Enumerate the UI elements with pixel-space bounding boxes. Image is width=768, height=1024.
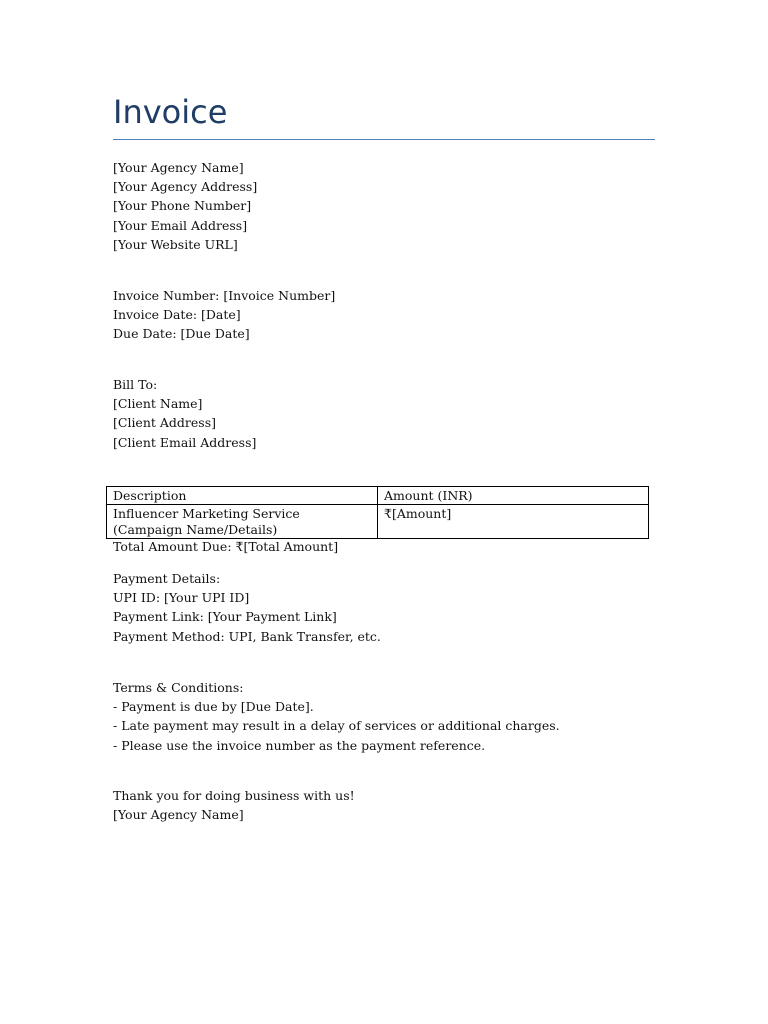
agency-address: [Your Agency Address]	[113, 179, 258, 195]
terms-item: - Please use the invoice number as the payment reference.	[113, 737, 486, 753]
bill-to-block	[113, 375, 256, 452]
table-cell-amount: ₹[Amount]	[378, 505, 649, 539]
due-date: Due Date: [Due Date]	[113, 326, 250, 342]
payment-link: Payment Link: [Your Payment Link]	[113, 609, 337, 625]
invoice-date: Invoice Date: [Date]	[113, 307, 241, 323]
agency-block	[113, 158, 257, 254]
table-row	[107, 505, 649, 539]
terms-block	[113, 678, 560, 755]
terms-item: - Payment is due by [Due Date].	[113, 699, 314, 715]
terms-item: - Late payment may result in a delay of services or additional charges.	[113, 718, 560, 734]
closing-thanks: Thank you for doing business with us!	[113, 788, 355, 803]
agency-phone: [Your Phone Number]	[113, 198, 252, 214]
payment-upi: UPI ID: [Your UPI ID]	[113, 590, 250, 606]
table-header-description: Description	[107, 487, 378, 505]
invoice-table	[106, 486, 649, 539]
terms-heading: Terms & Conditions:	[113, 680, 244, 695]
client-name: [Client Name]	[113, 396, 203, 412]
table-header-amount: Amount (INR)	[378, 487, 649, 505]
payment-heading: Payment Details:	[113, 571, 221, 586]
payment-method: Payment Method: UPI, Bank Transfer, etc.	[113, 628, 381, 644]
table-cell-description: Influencer Marketing Service (Campaign Name/Details)	[107, 505, 378, 539]
closing-signature: [Your Agency Name]	[113, 807, 244, 823]
invoice-info-block	[113, 286, 335, 344]
client-email: [Client Email Address]	[113, 434, 257, 450]
bill-to-heading: Bill To:	[113, 377, 158, 392]
total-amount-due: Total Amount Due: ₹[Total Amount]	[113, 539, 339, 554]
agency-name: [Your Agency Name]	[113, 160, 244, 175]
title-divider	[113, 139, 655, 140]
client-address: [Client Address]	[113, 415, 216, 431]
invoice-number: Invoice Number: [Invoice Number]	[113, 288, 336, 303]
agency-email: [Your Email Address]	[113, 217, 248, 233]
invoice-title: Invoice	[113, 93, 228, 131]
table-header-row	[107, 487, 649, 505]
closing-block	[113, 786, 355, 824]
payment-block	[113, 569, 381, 646]
agency-website: [Your Website URL]	[113, 236, 238, 252]
